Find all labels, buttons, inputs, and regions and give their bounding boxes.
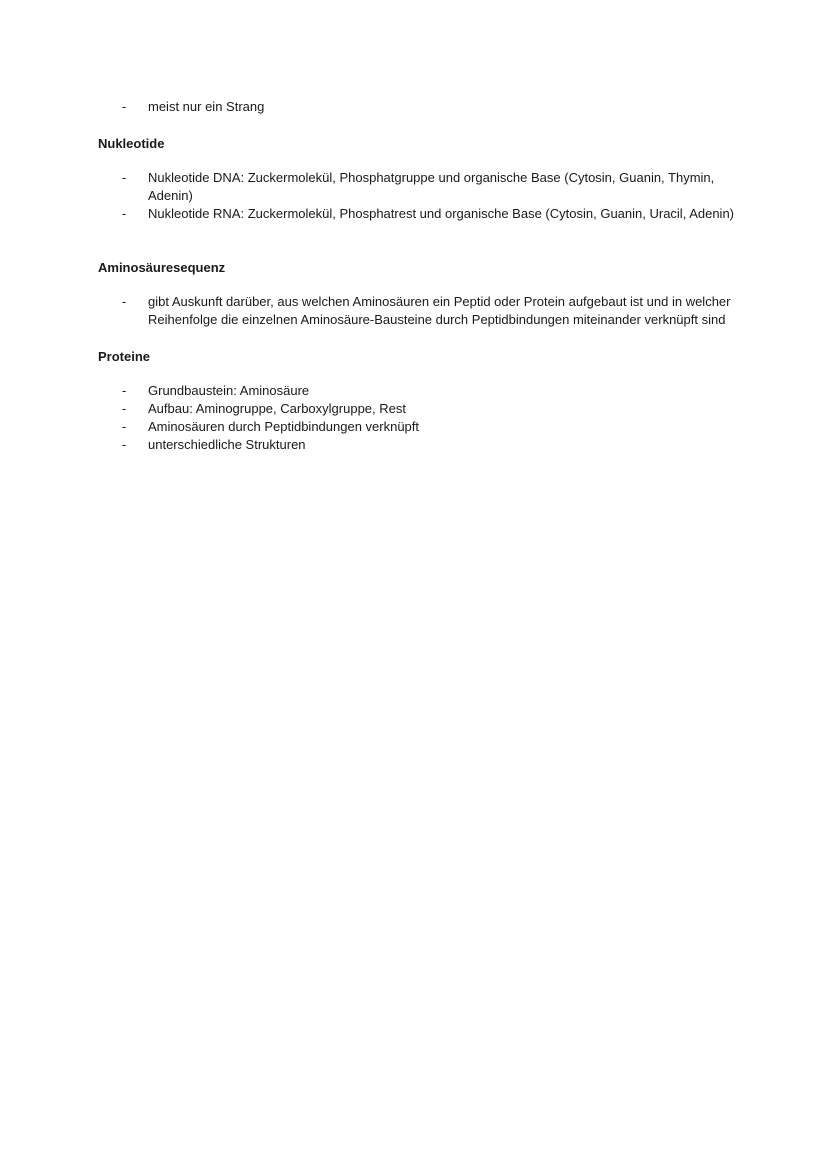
list-item bbox=[98, 293, 738, 329]
list-dash: - bbox=[122, 401, 127, 416]
list-dash: - bbox=[122, 383, 127, 398]
list-dash: - bbox=[122, 437, 127, 452]
nukleotide-list bbox=[98, 169, 738, 223]
list-item bbox=[98, 169, 738, 205]
list-item bbox=[98, 400, 738, 418]
list-dash: - bbox=[122, 294, 127, 309]
aminosaeuresequenz-list bbox=[98, 293, 738, 329]
list-item bbox=[98, 98, 738, 116]
heading-aminosaeuresequenz: Aminosäuresequenz bbox=[98, 260, 226, 275]
list-dash: - bbox=[122, 206, 127, 221]
list-item bbox=[98, 382, 738, 400]
list-item-text: Nukleotide RNA: Zuckermolekül, Phosphatrest und organische Base (Cytosin, Guanin, Uracil, Adenin) bbox=[148, 206, 735, 221]
list-item-text: Nukleotide DNA: Zuckermolekül, Phosphatgruppe und organische Base (Cytosin, Guanin, Thymin, Adenin) bbox=[148, 170, 715, 203]
list-item-text: Aufbau: Aminogruppe, Carboxylgruppe, Rest bbox=[148, 401, 406, 416]
list-item bbox=[98, 418, 738, 436]
list-item-text: Aminosäuren durch Peptidbindungen verknüpft bbox=[148, 419, 420, 434]
heading-nukleotide: Nukleotide bbox=[98, 136, 165, 151]
list-dash: - bbox=[122, 170, 127, 185]
list-item-text: Grundbaustein: Aminosäure bbox=[148, 383, 310, 398]
intro-list bbox=[98, 98, 738, 116]
list-item bbox=[98, 205, 738, 223]
list-item bbox=[98, 436, 738, 454]
list-dash: - bbox=[122, 99, 127, 114]
list-item-text: unterschiedliche Strukturen bbox=[148, 437, 306, 452]
list-item-text: gibt Auskunft darüber, aus welchen Aminosäuren ein Peptid oder Protein aufgebaut ist und in welcher Reihenfolge die einzelnen Aminosäure-Bausteine durch Peptidbindungen miteinander verknüpft sind bbox=[148, 294, 731, 327]
heading-proteine: Proteine bbox=[98, 349, 151, 364]
list-dash: - bbox=[122, 419, 127, 434]
proteine-list bbox=[98, 382, 738, 454]
document-content bbox=[98, 98, 738, 454]
list-item-text: meist nur ein Strang bbox=[148, 99, 265, 114]
